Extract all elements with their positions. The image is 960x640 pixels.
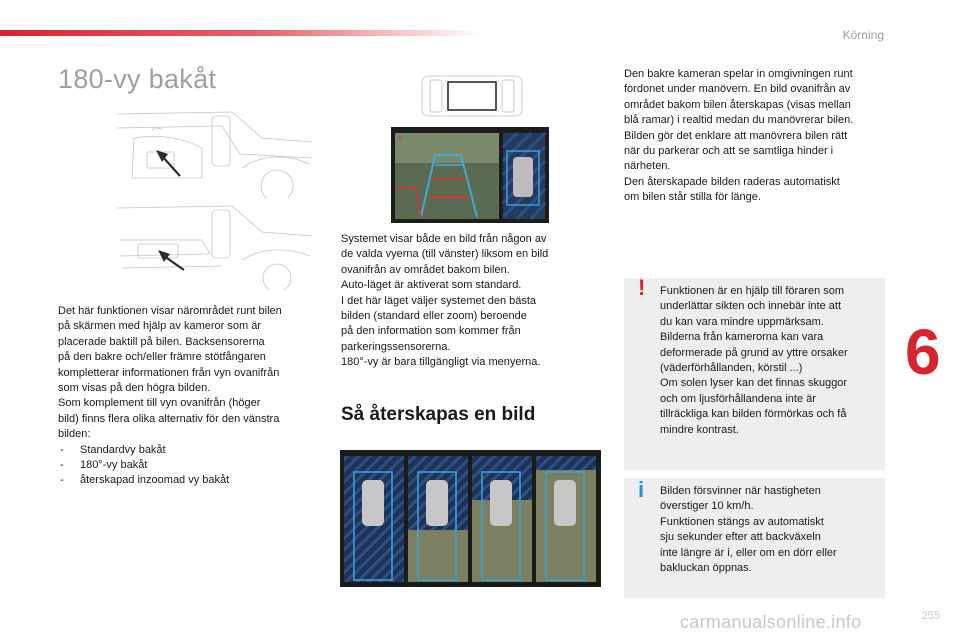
rear-camera-display [391,127,549,223]
warning-note [624,275,885,470]
watermark: carmanualsonline.info [680,612,862,632]
system-paragraph: Systemet visar både en bild från någon av de valda vyerna (till vänster) liksom en bild ovanifrån av området bakom bilen. Auto-läget är aktiverat som standard. I det här läget väljer systemet den bästa bilden (standard eller zoom) beroende på den information som kommer från parkeringssensorerna. 180°-vy är bara tillgängligt via menyerna. [341,233,549,369]
info-text: Bilden försvinner när hastigheten överstiger 10 km/h. Funktionen stängs av automatiskt sju sekunder efter att backväxeln inte längre är i, eller om en dörr eller bakluckan öppnas. [660,485,837,575]
section-title: Körning [842,28,884,42]
header-accent-bar [0,30,480,36]
image-reconstruction-strip [340,450,601,587]
reconstruction-paragraph: Den bakre kameran spelar in omgivningen runt fordonet under manövern. En bild ovanifrån av området bakom bilen återskapas (visas mellan blå ramar) i realtid medan du manövrerar bilen. Bilden gör det enklare att manövrera bilen rätt när du parkerar och att se samtliga hinder i närheten. Den återskapade bilden raderas automatiskt om bilen står stilla för länge. [624,68,854,204]
info-note [624,478,885,598]
reconstruction-text-column [624,67,889,206]
intro-text-column [58,304,320,489]
view-options-list [58,443,320,489]
list-item: - återskapad inzoomad vy bakåt [58,473,320,488]
car-rear-plate-camera-illustration [112,204,318,290]
page-number: 255 [921,610,940,622]
page-title: 180-vy bakåt [58,64,217,94]
section-subheading: Så återskapas en bild [341,404,536,425]
system-text-column [341,232,581,371]
car-rear-camera-illustration [112,108,318,198]
chapter-number: 6 [905,316,941,388]
list-item: - 180°-vy bakåt [58,458,320,473]
info-icon: i [638,477,645,502]
list-item: - Standardvy bakåt [58,443,320,458]
exclamation-icon: ! [638,275,646,300]
dashboard-screen-illustration [420,74,524,118]
svg-text:×: × [397,134,404,143]
warning-text: Funktionen är en hjälp till föraren som underlättar sikten och innebär inte att du kan vara mindre uppmärksam. Bilderna från kamerorna kan vara deformerade på grund av yttre orsaker (väderförhållanden, körstil ...) Om solen lyser kan det finnas skuggor och om ljusförhållandena inte är tillräckliga kan bilden förmörkas och få mindre kontrast. [660,285,848,436]
intro-paragraph: Det här funktionen visar närområdet runt bilen på skärmen med hjälp av kameror som är placerade baktill på bilen. Backsensorerna på den bakre och/eller främre stötfångaren kompletterar informationen från vyn ovanifrån som visas på den högra bilden. Som komplement till vyn ovanifrån (höger bild) finns flera olika alternativ för den vänstra bilden: [58,305,282,441]
